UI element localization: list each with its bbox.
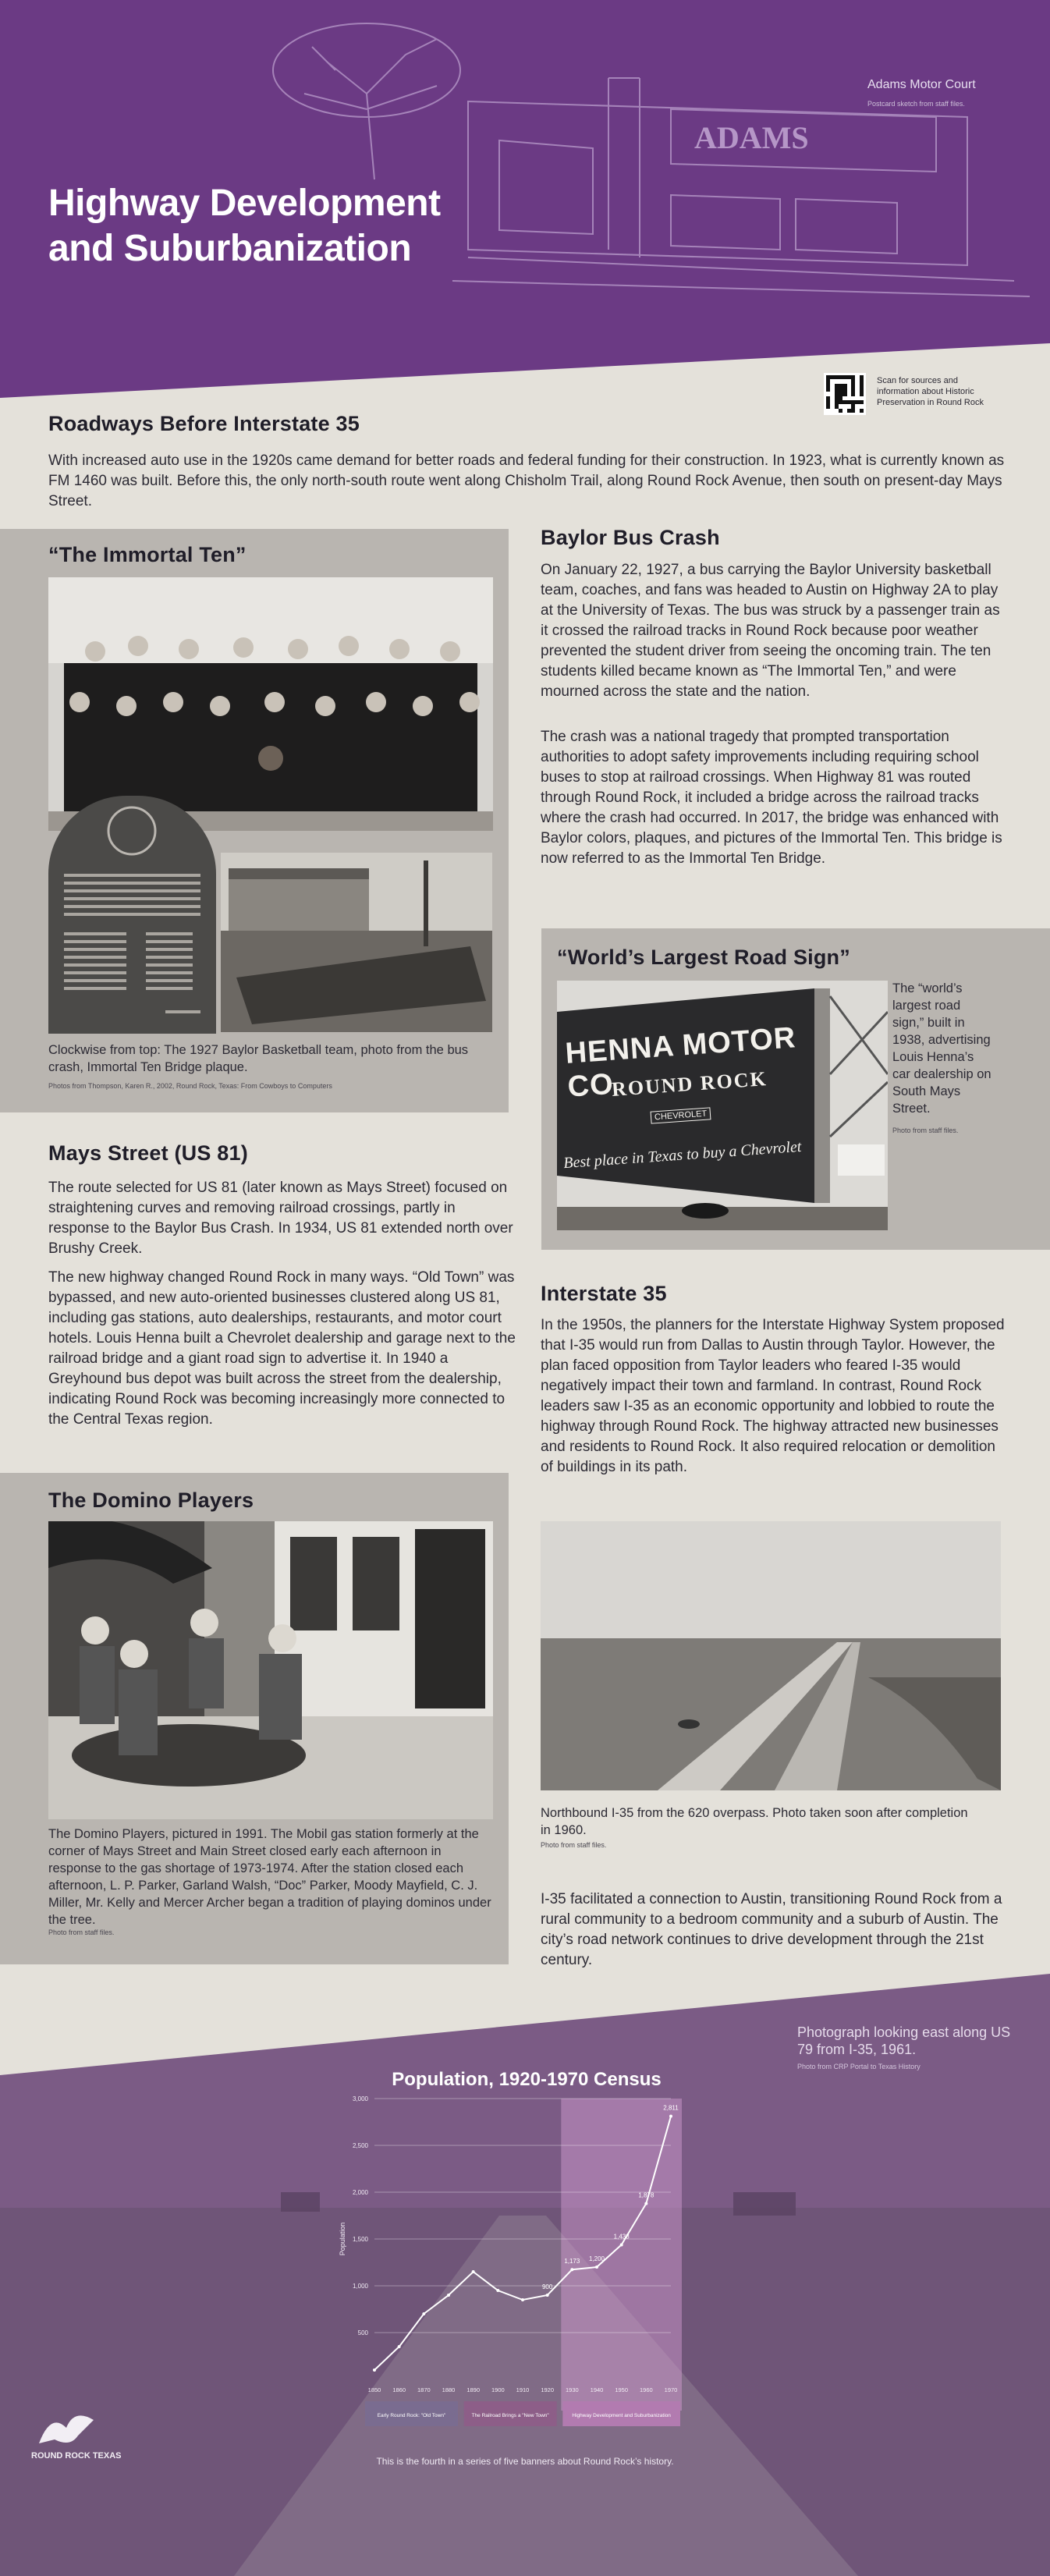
immortal-ten-heading: “The Immortal Ten” [48,543,247,566]
immortal-ten-caption: Clockwise from top: The 1927 Baylor Basketball team, photo from the bus crash, Immortal Ten Bridge plaque. [48,1043,469,1074]
x-tick-label: 1960 [639,2386,653,2393]
mays-street-para-1: The route selected for US 81 (later known as Mays Street) focused on straightening curves and removing railroad crossings, partly in response to the Baylor Bus Crash. In 1934, US 81 extended north over Brushy Creek. [48,1180,513,1257]
sign-line-2: ROUND ROCK [611,1067,768,1101]
data-label: 2,811 [663,2104,679,2112]
domino-credit: Photo from staff files. [48,1928,115,1936]
roadways-body: With increased auto use in the 1920s came demand for better roads and federal funding for their construction. In 1923, what is currently known as FM 1460 was built. Before this, the only north-south route went along Chisholm Trail, along Round Rock Avenue, then south on present-day Mays Street. [48,452,1005,509]
domino-players-photo [48,1521,493,1819]
data-label: 1,173 [564,2258,580,2266]
y-tick-label: 1,000 [352,2283,368,2290]
i35-photo [541,1521,1001,1790]
title-line-2: and Suburbanization [48,228,412,269]
logo-mark-icon [31,2404,101,2451]
mays-street-para-2: The new highway changed Round Rock in many ways. “Old Town” was bypassed, and new auto-oriented businesses clustered along US 81, including gas stations, auto dealerships, restaurants, and motor court hotels. Louis Henna built a Chevrolet dealership and garage next to the railroad bridge and a giant road sign to advertise it. In 1940 a Greyhound bus depot was built across the street from the dealership, indicating Round Rock was becoming increasingly more connected to the Central Texas region. [48,1269,516,1428]
y-axis-label: Population [339,2222,346,2256]
x-tick-label: 1910 [516,2386,530,2393]
x-tick-label: 1850 [367,2386,381,2393]
sign-brand: CHEVROLET [651,1107,711,1123]
qr-code[interactable] [824,373,866,415]
data-point [373,2368,376,2372]
x-tick-label: 1890 [466,2386,481,2393]
y-tick-label: 1,500 [352,2236,368,2243]
page-title [48,181,548,271]
round-rock-logo [31,2404,140,2461]
data-point [669,2115,672,2118]
series-footer: This is the fourth in a series of five banners about Round Rock’s history. [376,2456,674,2467]
us79-photo-credit: Photo from CRP Portal to Texas History [797,2063,921,2070]
interstate-closing: I-35 facilitated a connection to Austin, transitioning Round Rock from a rural community to a bedroom community and a suburb of Austin. The city’s road network continues to drive development through the 21st century. [541,1891,1002,1968]
y-tick-label: 2,500 [352,2142,368,2149]
us79-photo-caption: Photograph looking east along US 79 from I-35, 1961. [797,2024,1011,2057]
i35-photo-credit: Photo from staff files. [541,1841,607,1849]
x-tick-label: 1880 [442,2386,456,2393]
era-label: Early Round Rock: "Old Town" [377,2413,446,2418]
y-tick-label: 500 [357,2329,368,2336]
domino-heading: The Domino Players [48,1488,254,1512]
x-tick-label: 1950 [615,2386,629,2393]
x-tick-label: 1970 [664,2386,678,2393]
data-point [595,2266,598,2269]
era-label: Highway Development and Suburbanization [572,2413,671,2418]
interstate-body: In the 1950s, the planners for the Interstate Highway System proposed that I-35 would run from Dallas to Austin through Taylor. However, the plan faced opposition from Taylor leaders who feared I-35 would negatively impact their town and farmland. In contrast, Round Rock leaders saw I-35 as an economic opportunity and lobbied to route the highway through Round Rock. The highway attracted new businesses and residents to Round Rock. It also required relocation or demolition of buildings in its path. [541,1317,1005,1475]
qr-caption: Scan for sources and information about Historic Preservation in Round Rock [877,376,984,407]
sketch-caption-credit: Postcard sketch from staff files. [867,100,965,108]
bus-crash-photo [221,853,492,1032]
y-tick-label: 2,000 [352,2189,368,2196]
x-tick-label: 1940 [590,2386,604,2393]
data-label: 1,438 [613,2233,630,2241]
baylor-crash-para-1: On January 22, 1927, a bus carrying the Baylor University basketball team, coaches, and fans was headed to Austin on Highway 2A to play at the University of Texas. The bus was struck by a passenger train as it crossed the railroad tracks in Round Rock because poor weather prevented the student driver from seeing the oncoming train. The ten students killed became known as “The Immortal Ten,” and were mourned across the state and the nation. [541,562,1000,700]
data-point [644,2202,647,2205]
era-label: The Railroad Brings a "New Town" [471,2413,549,2418]
x-tick-label: 1870 [417,2386,431,2393]
logo-text: ROUND ROCK TEXAS [31,2451,122,2461]
title-line-1: Highway Development [48,183,441,224]
henna-sign-photo [557,981,888,1230]
data-point [447,2294,450,2297]
sketch-caption-title: Adams Motor Court [867,78,976,91]
sign-line-3: Best place in Texas to buy a Chevrolet [562,1137,803,1173]
data-point [398,2345,401,2348]
data-point [570,2268,573,2271]
chart-title: Population, 1920-1970 Census [392,2069,662,2090]
baylor-team-photo [48,577,493,831]
sign-line-1: HENNA MOTOR CO [564,1021,797,1104]
domino-caption: The Domino Players, pictured in 1991. The Mobil gas station formerly at the corner of Mays Street and Main Street closed early each afternoon in response to the gas shortage of 1973-1974. After the station closed each afternoon, L. P. Parker, Garland Walsh, “Doc” Parker, Moody Mayfield, C. J. Miller, Mr. Kelly and Mercer Archer began a tradition of playing dominos under the tree. [48,1827,491,1927]
x-tick-label: 1930 [565,2386,579,2393]
road-sign-caption: The “world’s largest road sign,” built in 1938, advertising Louis Henna’s car dealership on South Mays Street. [892,981,991,1116]
road-sign-heading: “World’s Largest Road Sign” [557,946,850,969]
baylor-crash-para-2: The crash was a national tragedy that prompted transportation authorities to adopt safety improvements including requiring school buses to stop at railroad crossings. When Highway 81 was routed through Round Rock, it included a bridge across the railroad tracks where the crash had occurred. In 2017, the bridge was enhanced with Baylor colors, plaques, and pictures of the Immortal Ten. This bridge is now referred to as the Immortal Ten Bridge. [541,729,1002,867]
interstate-heading: Interstate 35 [541,1282,667,1305]
mays-street-heading: Mays Street (US 81) [48,1141,248,1165]
roadways-heading: Roadways Before Interstate 35 [48,412,360,435]
x-tick-label: 1900 [491,2386,505,2393]
i35-photo-caption: Northbound I-35 from the 620 overpass. Photo taken soon after completion in 1960. [541,1806,968,1837]
population-chart [328,2091,686,2442]
road-sign-credit: Photo from staff files. [892,1127,959,1134]
data-point [422,2312,425,2315]
x-tick-label: 1860 [392,2386,406,2393]
data-point [521,2298,524,2301]
immortal-ten-plaque [48,796,216,1034]
x-tick-label: 1920 [541,2386,555,2393]
data-point [620,2243,623,2246]
data-label: 1,200 [588,2255,605,2262]
data-label: 1,878 [638,2191,654,2199]
data-point [496,2289,499,2292]
data-label: 900 [541,2283,553,2290]
y-tick-label: 3,000 [352,2095,368,2102]
baylor-crash-heading: Baylor Bus Crash [541,526,720,549]
team-photo-image [48,577,493,831]
immortal-ten-credit: Photos from Thompson, Karen R., 2002, Round Rock, Texas: From Cowboys to Computers [48,1082,332,1090]
data-point [546,2294,549,2297]
data-point [472,2270,475,2273]
sketch-sign-text: ADAMS [694,120,809,155]
